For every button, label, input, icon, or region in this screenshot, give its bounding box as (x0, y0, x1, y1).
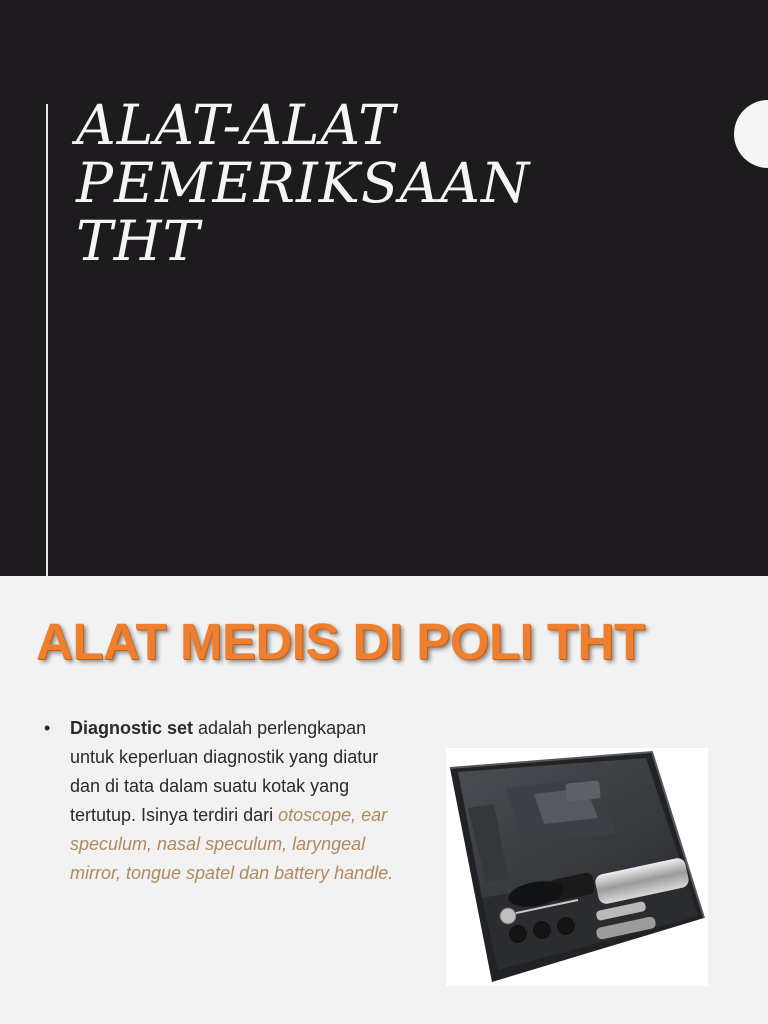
diagnostic-set-illustration (446, 748, 708, 986)
bullet-body: adalah perlengkapan untuk keperluan diagnostik yang diatur dan di tata dalam suatu kotak yang tertutup. Isinya terdiri dari (70, 718, 379, 825)
slide-title (76, 93, 531, 273)
bullet-item (44, 714, 400, 888)
diagnostic-set-image (446, 748, 708, 986)
title-line-3: THT (76, 209, 201, 273)
bullet-term: Diagnostic set (70, 718, 194, 738)
bullet-highlight: otoscope, ear speculum, nasal speculum, laryngeal mirror, tongue spatel dan battery handle. (70, 805, 394, 883)
content-slide (0, 576, 768, 1024)
bullet-marker: • (44, 718, 51, 738)
accent-line (46, 104, 48, 576)
title-line-2: PEMERIKSAAN (76, 151, 531, 215)
slide-heading: ALAT MEDIS DI POLI THT (36, 613, 645, 670)
bullet-text (70, 714, 400, 888)
title-line-1: ALAT-ALAT (76, 93, 396, 157)
decorative-circle (734, 100, 768, 168)
